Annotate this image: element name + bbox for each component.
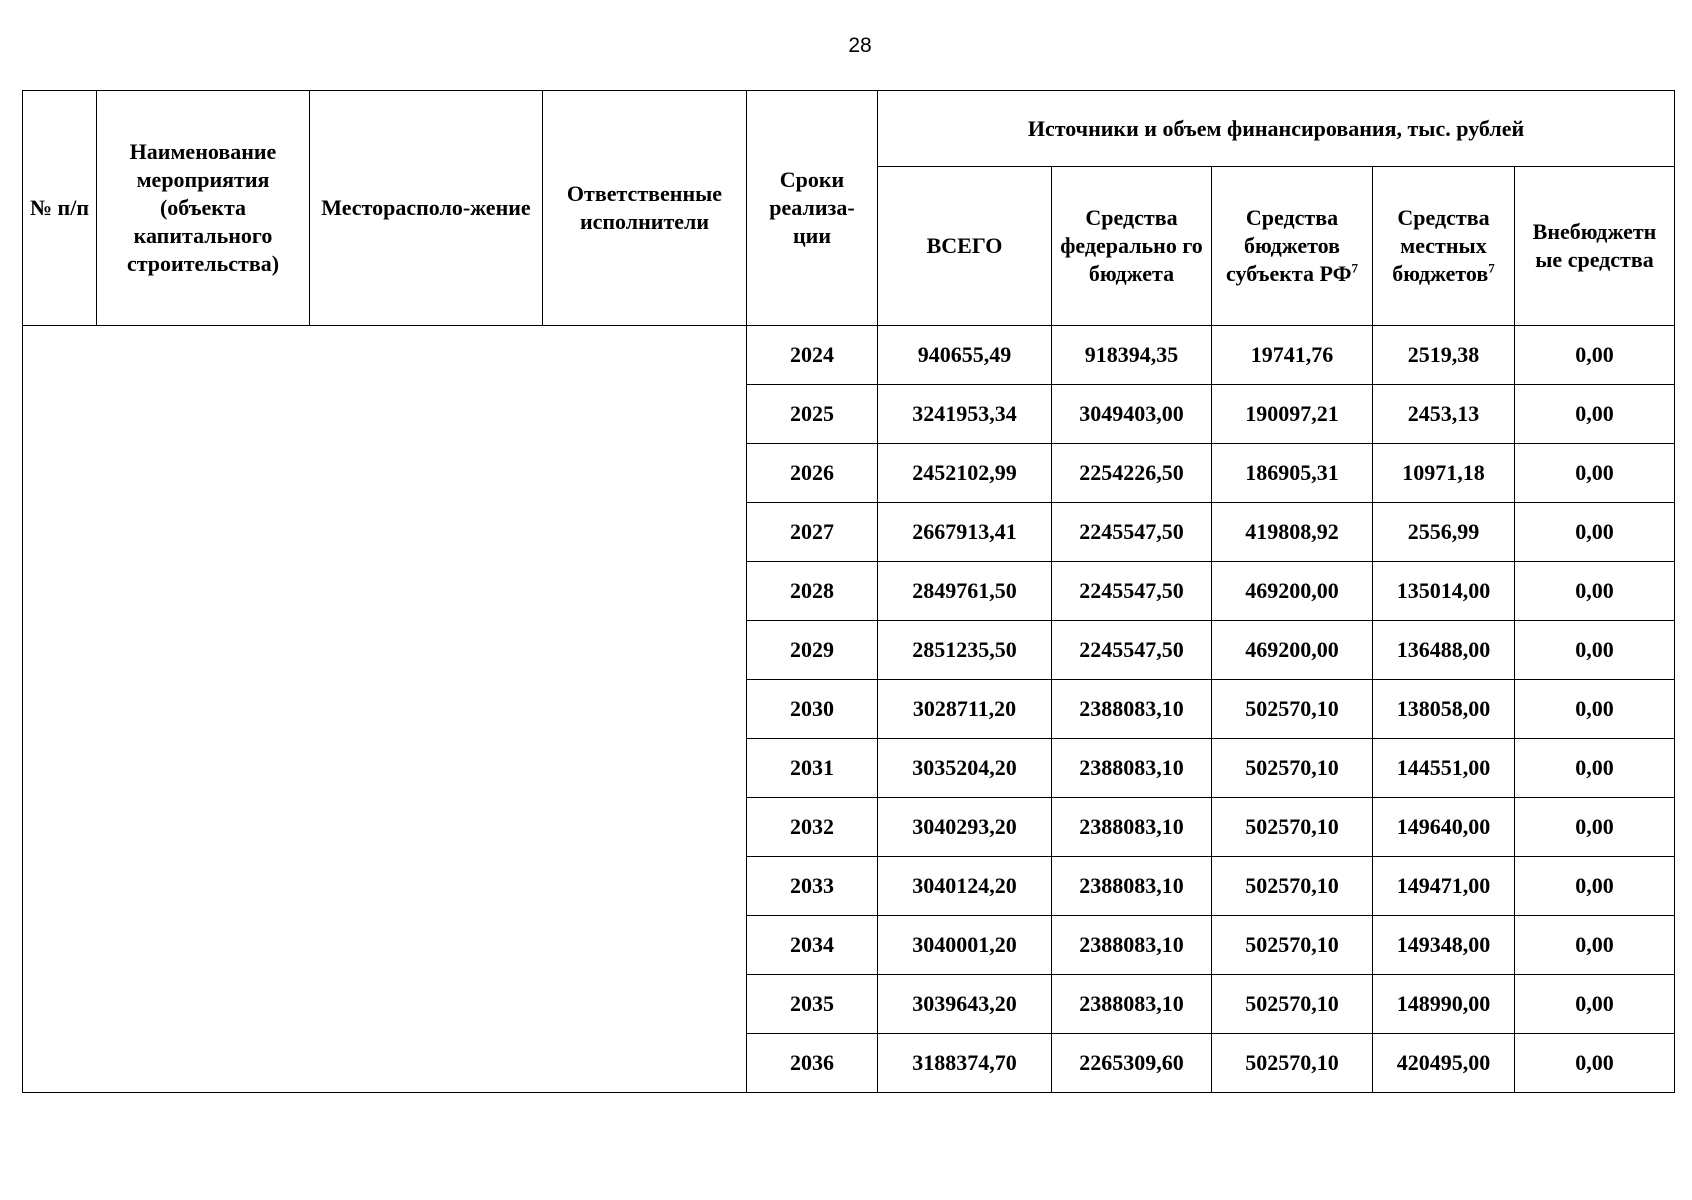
total-cell: 3039643,20 (878, 975, 1052, 1034)
header-number: № п/п (23, 91, 97, 326)
local-cell: 135014,00 (1373, 562, 1515, 621)
extra-cell: 0,00 (1515, 326, 1675, 385)
federal-cell: 2388083,10 (1052, 680, 1212, 739)
year-cell: 2035 (747, 975, 878, 1034)
year-cell: 2025 (747, 385, 878, 444)
subject-cell: 190097,21 (1212, 385, 1373, 444)
federal-cell: 2388083,10 (1052, 739, 1212, 798)
local-cell: 10971,18 (1373, 444, 1515, 503)
subject-cell: 19741,76 (1212, 326, 1373, 385)
local-cell: 2453,13 (1373, 385, 1515, 444)
total-cell: 940655,49 (878, 326, 1052, 385)
header-subject-text: Средства бюджетов субъекта РФ (1226, 205, 1352, 286)
total-cell: 3035204,20 (878, 739, 1052, 798)
subject-cell: 502570,10 (1212, 739, 1373, 798)
year-cell: 2027 (747, 503, 878, 562)
header-location: Месторасполо-жение (310, 91, 543, 326)
header-responsible: Ответственные исполнители (543, 91, 747, 326)
local-cell: 149348,00 (1373, 916, 1515, 975)
extra-cell: 0,00 (1515, 621, 1675, 680)
year-cell: 2028 (747, 562, 878, 621)
local-cell: 2519,38 (1373, 326, 1515, 385)
table-row (23, 326, 1675, 385)
total-cell: 3188374,70 (878, 1034, 1052, 1093)
subject-cell: 469200,00 (1212, 562, 1373, 621)
financing-table (22, 90, 1675, 1093)
total-cell: 2851235,50 (878, 621, 1052, 680)
year-cell: 2034 (747, 916, 878, 975)
subject-cell: 502570,10 (1212, 975, 1373, 1034)
extra-cell: 0,00 (1515, 739, 1675, 798)
subject-cell: 186905,31 (1212, 444, 1373, 503)
local-cell: 144551,00 (1373, 739, 1515, 798)
extra-cell: 0,00 (1515, 1034, 1675, 1093)
merged-empty-cell (23, 326, 747, 1093)
subject-cell: 502570,10 (1212, 680, 1373, 739)
extra-cell: 0,00 (1515, 975, 1675, 1034)
year-cell: 2029 (747, 621, 878, 680)
federal-cell: 2388083,10 (1052, 798, 1212, 857)
total-cell: 3241953,34 (878, 385, 1052, 444)
year-cell: 2024 (747, 326, 878, 385)
year-cell: 2031 (747, 739, 878, 798)
federal-cell: 2245547,50 (1052, 621, 1212, 680)
local-cell: 149640,00 (1373, 798, 1515, 857)
total-cell: 3040001,20 (878, 916, 1052, 975)
federal-cell: 2245547,50 (1052, 503, 1212, 562)
extra-cell: 0,00 (1515, 916, 1675, 975)
local-cell: 136488,00 (1373, 621, 1515, 680)
subject-cell: 502570,10 (1212, 798, 1373, 857)
header-local-footnote: 7 (1488, 260, 1495, 276)
extra-cell: 0,00 (1515, 385, 1675, 444)
header-subject-footnote: 7 (1351, 260, 1358, 276)
subject-cell: 502570,10 (1212, 916, 1373, 975)
subject-cell: 502570,10 (1212, 1034, 1373, 1093)
federal-cell: 2265309,60 (1052, 1034, 1212, 1093)
header-total: ВСЕГО (878, 167, 1052, 326)
total-cell: 3040124,20 (878, 857, 1052, 916)
federal-cell: 2388083,10 (1052, 975, 1212, 1034)
year-cell: 2036 (747, 1034, 878, 1093)
header-name: Наименование мероприятия (объекта капитального строительства) (97, 91, 310, 326)
extra-cell: 0,00 (1515, 857, 1675, 916)
header-subject (1212, 167, 1373, 326)
extra-cell: 0,00 (1515, 562, 1675, 621)
total-cell: 2667913,41 (878, 503, 1052, 562)
header-financing-group: Источники и объем финансирования, тыс. рублей (878, 91, 1675, 167)
header-local-text: Средства местных бюджетов (1392, 205, 1490, 286)
total-cell: 3028711,20 (878, 680, 1052, 739)
subject-cell: 419808,92 (1212, 503, 1373, 562)
extra-cell: 0,00 (1515, 503, 1675, 562)
header-local (1373, 167, 1515, 326)
header-row-top (23, 91, 1675, 167)
local-cell: 420495,00 (1373, 1034, 1515, 1093)
federal-cell: 2254226,50 (1052, 444, 1212, 503)
header-terms: Сроки реализа-ции (747, 91, 878, 326)
federal-cell: 2388083,10 (1052, 916, 1212, 975)
local-cell: 149471,00 (1373, 857, 1515, 916)
year-cell: 2032 (747, 798, 878, 857)
extra-cell: 0,00 (1515, 444, 1675, 503)
header-federal: Средства федерально го бюджета (1052, 167, 1212, 326)
total-cell: 3040293,20 (878, 798, 1052, 857)
extra-cell: 0,00 (1515, 680, 1675, 739)
local-cell: 148990,00 (1373, 975, 1515, 1034)
subject-cell: 469200,00 (1212, 621, 1373, 680)
total-cell: 2452102,99 (878, 444, 1052, 503)
federal-cell: 918394,35 (1052, 326, 1212, 385)
year-cell: 2033 (747, 857, 878, 916)
subject-cell: 502570,10 (1212, 857, 1373, 916)
header-extrabudget: Внебюджетн ые средства (1515, 167, 1675, 326)
year-cell: 2030 (747, 680, 878, 739)
extra-cell: 0,00 (1515, 798, 1675, 857)
local-cell: 138058,00 (1373, 680, 1515, 739)
federal-cell: 2245547,50 (1052, 562, 1212, 621)
federal-cell: 2388083,10 (1052, 857, 1212, 916)
page-number: 28 (848, 34, 872, 57)
total-cell: 2849761,50 (878, 562, 1052, 621)
local-cell: 2556,99 (1373, 503, 1515, 562)
year-cell: 2026 (747, 444, 878, 503)
federal-cell: 3049403,00 (1052, 385, 1212, 444)
